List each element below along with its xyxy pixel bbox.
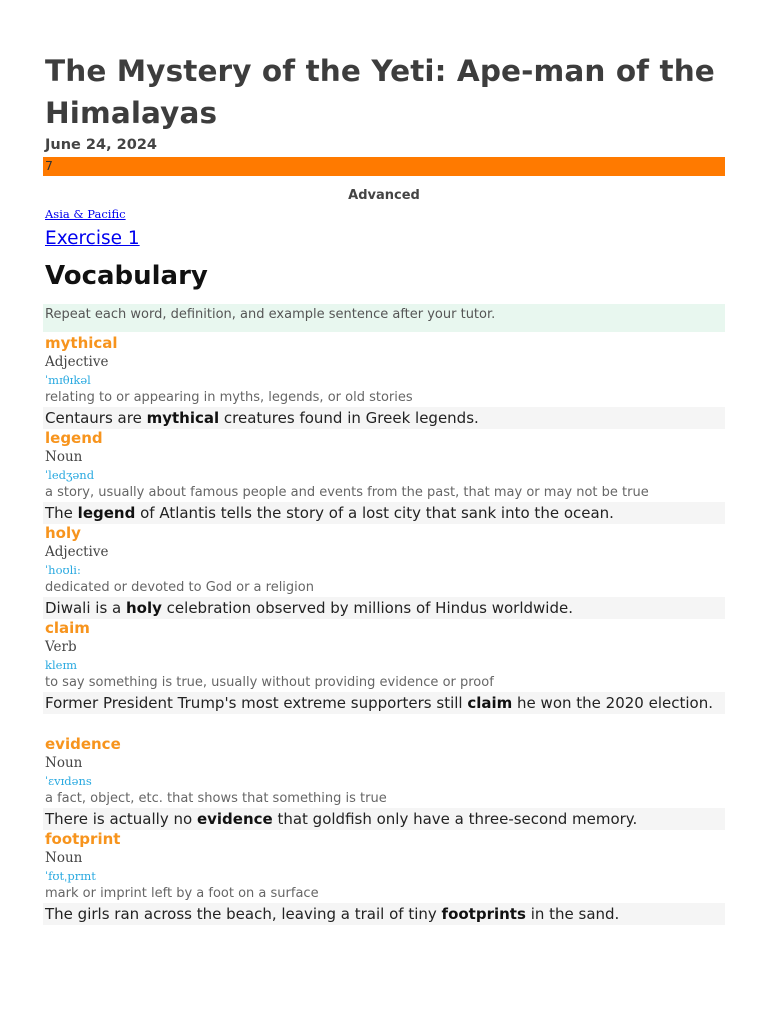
definition: a fact, object, etc. that shows that something is true: [45, 791, 387, 806]
example-keyword: claim: [467, 694, 513, 712]
definition: dedicated or devoted to God or a religion: [45, 580, 314, 595]
example-text: in the sand.: [525, 905, 620, 923]
phonetic: ˈmɪθɪkəl: [45, 373, 91, 387]
example-sentence: [43, 502, 725, 524]
vocab-entry: [45, 830, 725, 925]
example-text: Diwali is a: [45, 599, 126, 617]
example-text: of Atlantis tells the story of a lost city that sank into the ocean.: [135, 504, 614, 522]
example-text: he won the 2020 election.: [512, 694, 713, 712]
part-of-speech: Noun: [45, 449, 83, 465]
part-of-speech: Adjective: [45, 354, 109, 370]
level-bar: [43, 157, 725, 176]
page-title: The Mystery of the Yeti: Ape-man of the Himalayas: [45, 54, 715, 130]
definition: a story, usually about famous people and events from the past, that may or may not be true: [45, 485, 649, 500]
vocab-entry: [45, 429, 725, 524]
publish-date: June 24, 2024: [45, 137, 158, 153]
example-sentence: [43, 808, 725, 830]
example-text: celebration observed by millions of Hindus worldwide.: [161, 599, 573, 617]
vocab-word: claim: [45, 619, 90, 637]
example-text: that goldfish only have a three-second memory.: [272, 810, 638, 828]
instruction-box: [43, 304, 725, 332]
example-sentence: [43, 692, 725, 714]
difficulty-label: Advanced: [348, 188, 420, 203]
part-of-speech: Noun: [45, 850, 83, 866]
vocab-word: mythical: [45, 334, 118, 352]
example-text: The girls ran across the beach, leaving a trail of tiny: [45, 905, 442, 923]
part-of-speech: Noun: [45, 755, 83, 771]
example-text: creatures found in Greek legends.: [219, 409, 479, 427]
exercise-link[interactable]: Exercise 1: [45, 228, 140, 249]
example-sentence: [43, 597, 725, 619]
section-heading: Vocabulary: [45, 261, 208, 291]
vocab-entry: [45, 524, 725, 619]
phonetic: ˈfʊtˌprɪnt: [45, 869, 96, 883]
vocab-entry: [45, 619, 725, 714]
vocab-word: legend: [45, 429, 103, 447]
example-keyword: legend: [77, 504, 136, 522]
part-of-speech: Verb: [45, 639, 77, 655]
definition: relating to or appearing in myths, legends, or old stories: [45, 390, 413, 405]
vocab-word: evidence: [45, 735, 121, 753]
phonetic: ˈhoʊli:: [45, 563, 81, 577]
vocab-word: holy: [45, 524, 81, 542]
level-number: 7: [45, 158, 53, 173]
example-keyword: footprints: [441, 905, 526, 923]
example-sentence: [43, 903, 725, 925]
phonetic: ˈɛvɪdəns: [45, 774, 92, 788]
example-text: Centaurs are: [45, 409, 147, 427]
vocab-entry: [45, 735, 725, 830]
example-sentence: [43, 407, 725, 429]
example-keyword: mythical: [146, 409, 220, 427]
vocab-word: footprint: [45, 830, 121, 848]
example-keyword: evidence: [196, 810, 273, 828]
phonetic: kleɪm: [45, 658, 78, 672]
definition: to say something is true, usually without providing evidence or proof: [45, 675, 494, 690]
example-keyword: holy: [126, 599, 162, 617]
example-text: The: [45, 504, 78, 522]
phonetic: ˈledʒənd: [45, 468, 95, 482]
definition: mark or imprint left by a foot on a surface: [45, 886, 319, 901]
instruction-text: Repeat each word, definition, and example sentence after your tutor.: [45, 307, 496, 322]
example-text: There is actually no: [45, 810, 197, 828]
vocab-entry: [45, 334, 725, 429]
region-link[interactable]: Asia & Pacific: [45, 207, 126, 221]
part-of-speech: Adjective: [45, 544, 109, 560]
example-text: Former President Trump's most extreme supporters still: [45, 694, 468, 712]
